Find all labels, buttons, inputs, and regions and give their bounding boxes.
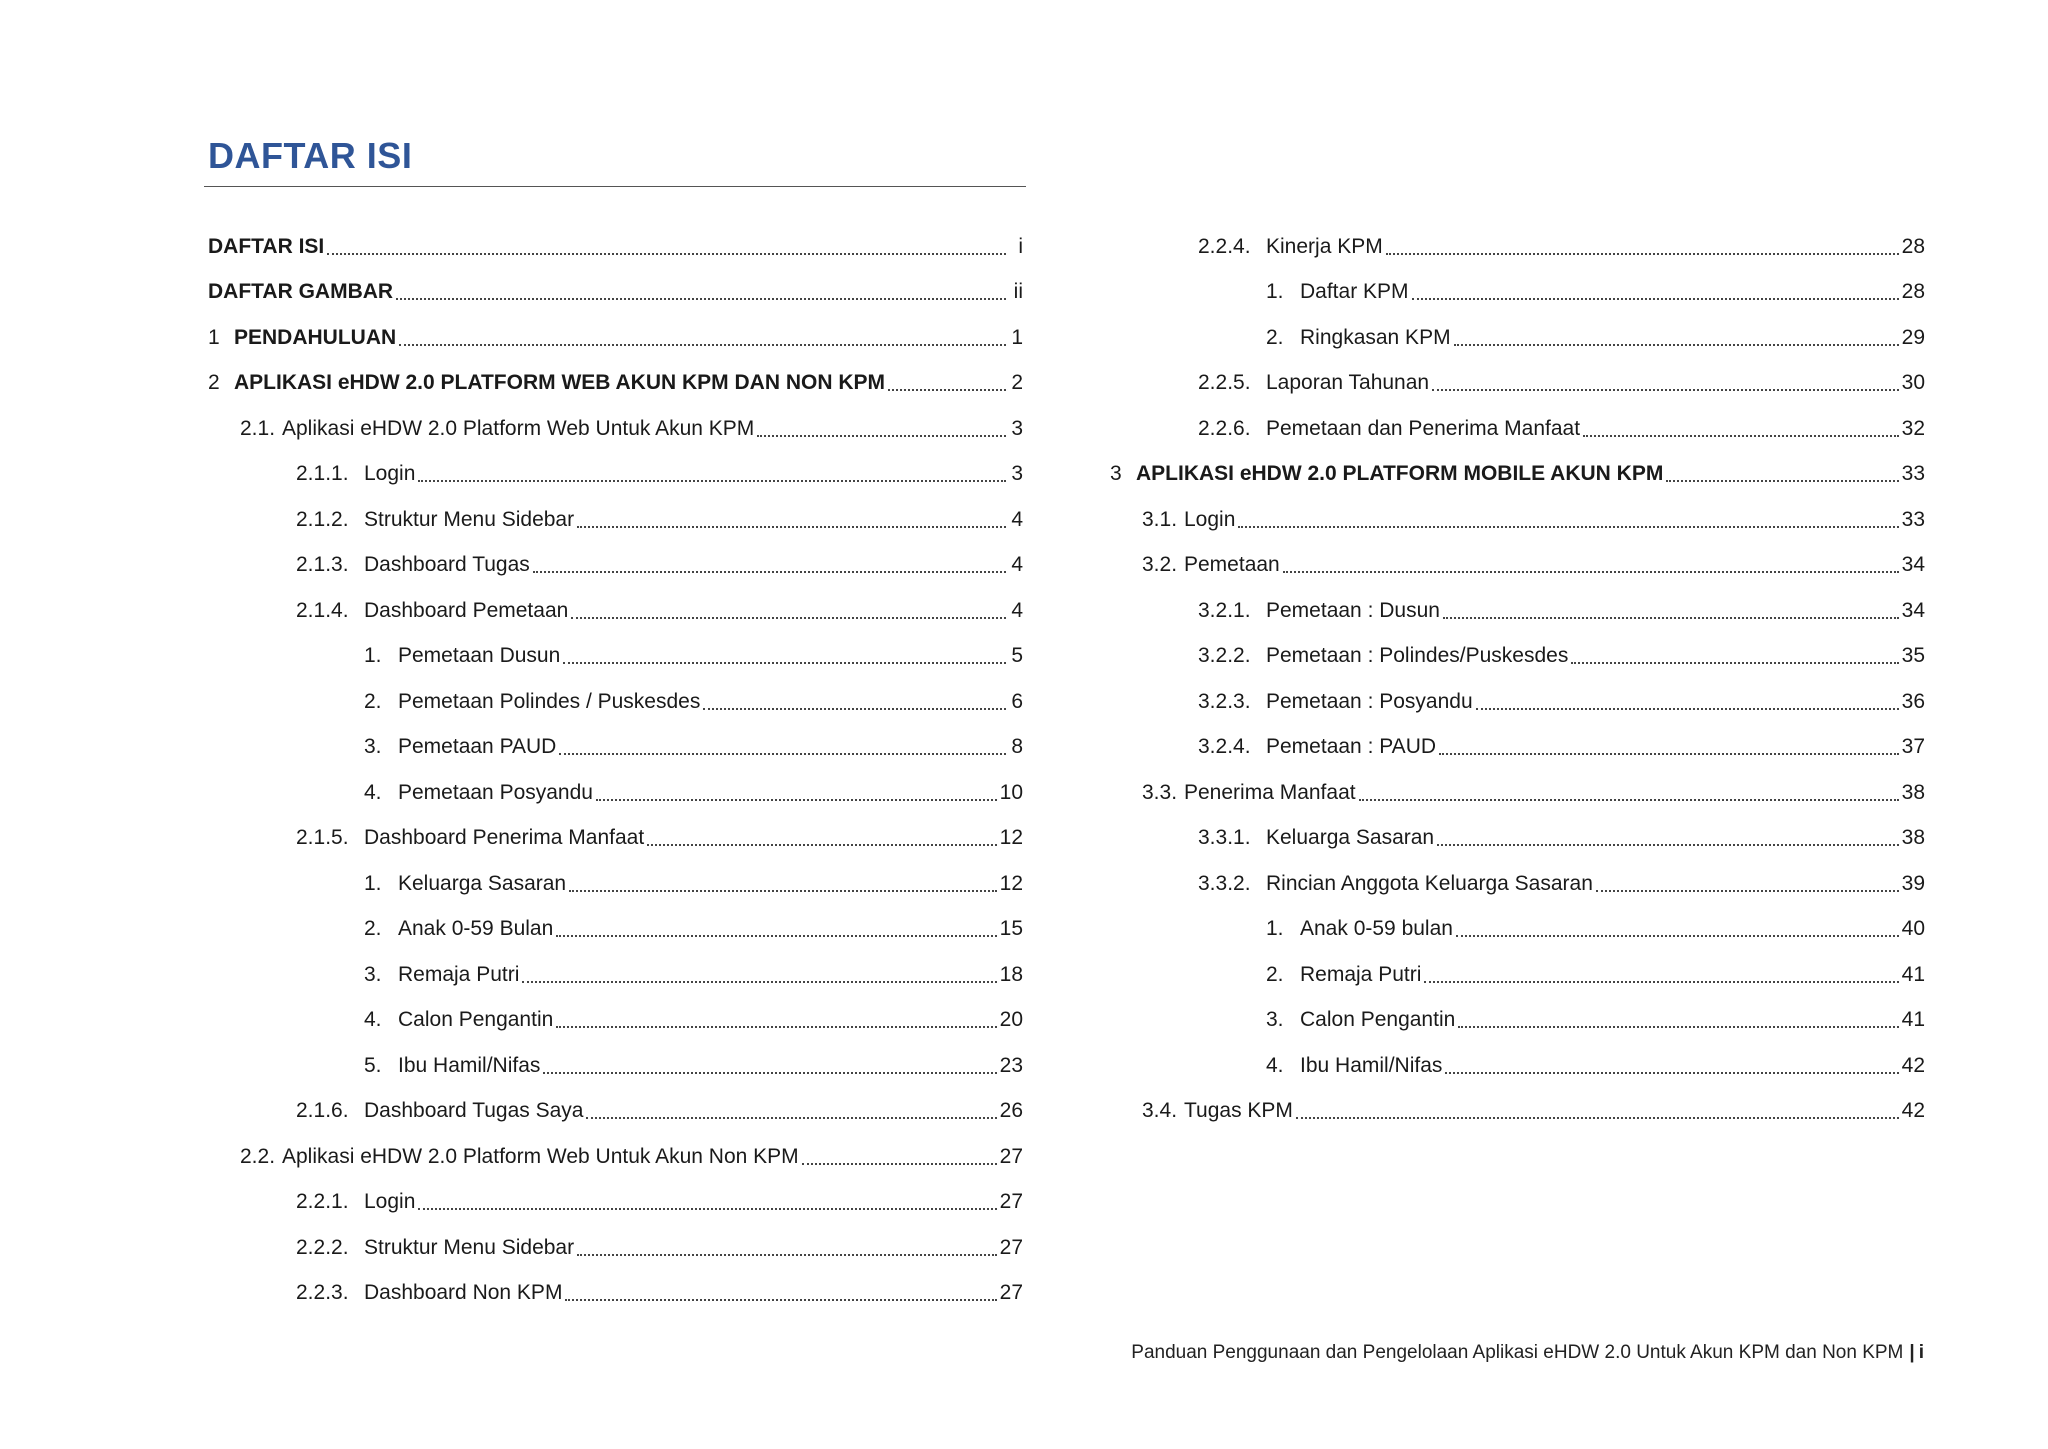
toc-entry-page: 12 <box>999 871 1023 895</box>
toc-entry[interactable] <box>1110 816 1925 862</box>
toc-entry-label: Dashboard Tugas <box>364 553 530 577</box>
toc-entry-number: 2.1.2. <box>296 507 349 531</box>
footer-separator: | <box>1909 1342 1915 1363</box>
toc-entry-page: 32 <box>1901 416 1925 440</box>
toc-dot-leader <box>533 571 1006 573</box>
toc-dot-leader <box>1432 389 1899 391</box>
toc-entry[interactable] <box>208 1043 1023 1089</box>
toc-entry-number: 2. <box>1266 325 1284 349</box>
toc-entry-number: 2.2.1. <box>296 1190 349 1214</box>
toc-dot-leader <box>1412 298 1899 300</box>
toc-entry-number: 3.3.1. <box>1198 826 1251 850</box>
toc-entry-number: 2.1.5. <box>296 826 349 850</box>
toc-entry-page: 12 <box>999 826 1023 850</box>
toc-dot-leader <box>596 799 997 801</box>
toc-dot-leader <box>559 753 1006 755</box>
toc-entry-label: Anak 0-59 bulan <box>1300 917 1453 941</box>
toc-entry[interactable] <box>1110 861 1925 907</box>
toc-entry-page: 27 <box>999 1281 1023 1305</box>
toc-entry-label: APLIKASI eHDW 2.0 PLATFORM WEB AKUN KPM DAN NON KPM <box>234 371 885 395</box>
toc-entry-page: i <box>1018 234 1023 258</box>
toc-entry-label: Ibu Hamil/Nifas <box>398 1053 541 1077</box>
toc-entry-number: 2.1.4. <box>296 598 349 622</box>
toc-dot-leader <box>418 480 1006 482</box>
toc-dot-leader <box>522 981 996 983</box>
toc-entry-label: Aplikasi eHDW 2.0 Platform Web Untuk Akun KPM <box>282 416 755 440</box>
toc-entry-number: 1 <box>208 325 220 349</box>
toc-entry-label: Pemetaan : Polindes/Puskesdes <box>1266 644 1569 668</box>
page-footer <box>1131 1342 1924 1364</box>
toc-dot-leader <box>571 617 1006 619</box>
toc-entry-label: APLIKASI eHDW 2.0 PLATFORM MOBILE AKUN KPM <box>1136 462 1664 486</box>
toc-dot-leader <box>565 1299 996 1301</box>
footer-page-number: i <box>1918 1342 1924 1363</box>
toc-dot-leader <box>1583 435 1899 437</box>
toc-right-column <box>1110 224 1925 1134</box>
toc-entry-page: 1 <box>1011 325 1023 349</box>
toc-entry-page: 33 <box>1901 507 1925 531</box>
toc-dot-leader <box>1283 571 1899 573</box>
toc-entry-number: 3.4. <box>1142 1099 1178 1123</box>
toc-entry-number: 2. <box>364 917 382 941</box>
toc-entry[interactable] <box>1110 588 1925 634</box>
toc-entry-label: Struktur Menu Sidebar <box>364 507 575 531</box>
toc-entry-page: 15 <box>999 917 1023 941</box>
toc-entry-label: Keluarga Sasaran <box>1266 826 1435 850</box>
toc-entry[interactable] <box>208 1089 1023 1135</box>
footer-text: Panduan Penggunaan dan Pengelolaan Aplikasi eHDW 2.0 Untuk Akun KPM dan Non KPM <box>1131 1342 1904 1363</box>
toc-dot-leader <box>1456 935 1899 937</box>
toc-entry-number: 2.2. <box>240 1144 276 1168</box>
toc-entry-label: DAFTAR GAMBAR <box>208 280 394 304</box>
toc-entry[interactable] <box>208 497 1023 543</box>
toc-entry-label: Penerima Manfaat <box>1184 780 1356 804</box>
toc-dot-leader <box>1424 981 1898 983</box>
title-divider <box>204 186 1026 187</box>
toc-dot-leader <box>1439 753 1899 755</box>
toc-dot-leader <box>1359 799 1899 801</box>
toc-entry[interactable] <box>208 679 1023 725</box>
toc-entry-page: 34 <box>1901 553 1925 577</box>
toc-dot-leader <box>1476 708 1899 710</box>
toc-entry-page: 42 <box>1901 1053 1925 1077</box>
toc-dot-leader <box>1596 890 1899 892</box>
toc-entry-label: Anak 0-59 Bulan <box>398 917 554 941</box>
toc-dot-leader <box>1571 662 1898 664</box>
toc-entry-number: 2.1. <box>240 416 276 440</box>
toc-entry-page: 3 <box>1011 416 1023 440</box>
toc-entry-label: Pemetaan : Posyandu <box>1266 689 1473 713</box>
toc-dot-leader <box>647 844 996 846</box>
toc-entry[interactable] <box>208 725 1023 771</box>
toc-entry[interactable] <box>208 270 1023 316</box>
toc-entry-page: 27 <box>999 1235 1023 1259</box>
toc-entry[interactable] <box>208 907 1023 953</box>
toc-entry[interactable] <box>208 406 1023 452</box>
toc-entry-label: Laporan Tahunan <box>1266 371 1430 395</box>
toc-entry-page: 26 <box>999 1099 1023 1123</box>
toc-dot-leader <box>556 935 996 937</box>
toc-dot-leader <box>396 298 1006 300</box>
toc-entry[interactable] <box>208 634 1023 680</box>
toc-entry-number: 1. <box>364 644 382 668</box>
toc-dot-leader <box>563 662 1006 664</box>
toc-entry-page: 4 <box>1011 598 1023 622</box>
toc-entry-number: 2.1.3. <box>296 553 349 577</box>
toc-entry-number: 2. <box>364 689 382 713</box>
toc-entry-number: 3.2.1. <box>1198 598 1251 622</box>
toc-entry-label: Pemetaan Posyandu <box>398 780 593 804</box>
toc-entry-number: 5. <box>364 1053 382 1077</box>
toc-entry-number: 2.1.6. <box>296 1099 349 1123</box>
toc-entry[interactable] <box>1110 452 1925 498</box>
toc-entry-number: 3.3. <box>1142 780 1178 804</box>
toc-entry-page: 38 <box>1901 780 1925 804</box>
toc-entry-page: 4 <box>1011 507 1023 531</box>
toc-entry-number: 2.2.4. <box>1198 234 1251 258</box>
toc-entry-number: 2.2.6. <box>1198 416 1251 440</box>
toc-entry-label: Rincian Anggota Keluarga Sasaran <box>1266 871 1593 895</box>
toc-left-column <box>208 224 1023 1316</box>
toc-entry-label: Pemetaan PAUD <box>398 735 557 759</box>
toc-entry-page: 28 <box>1901 234 1925 258</box>
toc-entry[interactable] <box>208 361 1023 407</box>
toc-entry[interactable] <box>208 998 1023 1044</box>
toc-entry-page: 41 <box>1901 1008 1925 1032</box>
toc-entry-label: Tugas KPM <box>1184 1099 1293 1123</box>
toc-entry-number: 3.1. <box>1142 507 1178 531</box>
toc-entry[interactable] <box>1110 270 1925 316</box>
toc-entry[interactable] <box>208 1180 1023 1226</box>
toc-entry-page: 37 <box>1901 735 1925 759</box>
toc-dot-leader <box>327 253 1006 255</box>
toc-entry[interactable] <box>208 952 1023 998</box>
toc-entry[interactable] <box>1110 952 1925 998</box>
toc-entry-label: Login <box>1184 507 1236 531</box>
toc-entry-page: 4 <box>1011 553 1023 577</box>
toc-dot-leader <box>586 1117 996 1119</box>
toc-entry-number: 3. <box>364 962 382 986</box>
toc-entry-page: 27 <box>999 1144 1023 1168</box>
toc-entry-number: 2.2.5. <box>1198 371 1251 395</box>
toc-dot-leader <box>1437 844 1899 846</box>
toc-entry-page: 40 <box>1901 917 1925 941</box>
toc-entry-page: 18 <box>999 962 1023 986</box>
toc-entry[interactable] <box>208 452 1023 498</box>
toc-dot-leader <box>399 344 1006 346</box>
toc-entry-page: 30 <box>1901 371 1925 395</box>
toc-entry-number: 2.2.3. <box>296 1281 349 1305</box>
toc-entry[interactable] <box>1110 543 1925 589</box>
toc-entry[interactable] <box>1110 315 1925 361</box>
toc-entry[interactable] <box>208 861 1023 907</box>
toc-entry[interactable] <box>1110 770 1925 816</box>
toc-entry-label: Dashboard Tugas Saya <box>364 1099 584 1123</box>
toc-entry[interactable] <box>208 315 1023 361</box>
toc-entry-number: 1. <box>364 871 382 895</box>
toc-entry-label: Daftar KPM <box>1300 280 1409 304</box>
toc-entry-page: 41 <box>1901 962 1925 986</box>
toc-entry-number: 1. <box>1266 917 1284 941</box>
toc-entry-number: 3.2. <box>1142 553 1178 577</box>
toc-entry-number: 3. <box>364 735 382 759</box>
toc-entry-page: 5 <box>1011 644 1023 668</box>
toc-entry-page: 38 <box>1901 826 1925 850</box>
toc-entry-number: 3 <box>1110 462 1122 486</box>
toc-entry-page: 20 <box>999 1008 1023 1032</box>
toc-entry-number: 3.2.2. <box>1198 644 1251 668</box>
toc-entry-label: Login <box>364 462 416 486</box>
toc-entry-page: 2 <box>1011 371 1023 395</box>
toc-dot-leader <box>802 1163 997 1165</box>
toc-entry-number: 2.2.2. <box>296 1235 349 1259</box>
toc-entry-number: 4. <box>1266 1053 1284 1077</box>
toc-dot-leader <box>577 1254 997 1256</box>
toc-entry[interactable] <box>1110 406 1925 452</box>
toc-entry-page: 23 <box>999 1053 1023 1077</box>
toc-entry[interactable] <box>1110 725 1925 771</box>
toc-entry-label: Dashboard Non KPM <box>364 1281 563 1305</box>
toc-entry-page: 28 <box>1901 280 1925 304</box>
toc-entry-page: 3 <box>1011 462 1023 486</box>
toc-entry-page: 10 <box>999 780 1023 804</box>
toc-entry-number: 3. <box>1266 1008 1284 1032</box>
toc-dot-leader <box>1458 1026 1898 1028</box>
toc-entry-label: Pemetaan <box>1184 553 1280 577</box>
toc-entry-number: 1. <box>1266 280 1284 304</box>
toc-entry-label: Aplikasi eHDW 2.0 Platform Web Untuk Akun Non KPM <box>282 1144 799 1168</box>
toc-entry-label: Pemetaan Polindes / Puskesdes <box>398 689 701 713</box>
toc-entry-page: 29 <box>1901 325 1925 349</box>
toc-entry-label: Remaja Putri <box>1300 962 1422 986</box>
toc-entry-label: Pemetaan : PAUD <box>1266 735 1437 759</box>
toc-dot-leader <box>703 708 1006 710</box>
toc-entry-page: 35 <box>1901 644 1925 668</box>
toc-entry-label: PENDAHULUAN <box>234 325 397 349</box>
toc-entry[interactable] <box>208 543 1023 589</box>
toc-dot-leader <box>543 1072 996 1074</box>
toc-dot-leader <box>556 1026 996 1028</box>
toc-entry-page: 8 <box>1011 735 1023 759</box>
toc-entry-number: 2. <box>1266 962 1284 986</box>
toc-entry[interactable] <box>1110 361 1925 407</box>
toc-entry[interactable] <box>208 770 1023 816</box>
toc-entry-number: 4. <box>364 780 382 804</box>
toc-entry[interactable] <box>208 1134 1023 1180</box>
toc-entry-page: 39 <box>1901 871 1925 895</box>
toc-dot-leader <box>757 435 1006 437</box>
toc-entry-number: 3.2.3. <box>1198 689 1251 713</box>
toc-dot-leader <box>577 526 1006 528</box>
toc-entry-page: 33 <box>1901 462 1925 486</box>
toc-entry[interactable] <box>208 588 1023 634</box>
toc-entry-number: 3.2.4. <box>1198 735 1251 759</box>
toc-entry-page: 36 <box>1901 689 1925 713</box>
toc-entry-label: Keluarga Sasaran <box>398 871 567 895</box>
toc-dot-leader <box>1386 253 1899 255</box>
toc-entry-label: Calon Pengantin <box>398 1008 554 1032</box>
toc-entry-label: Dashboard Penerima Manfaat <box>364 826 645 850</box>
toc-entry-number: 2.1.1. <box>296 462 349 486</box>
toc-entry[interactable] <box>1110 1089 1925 1135</box>
page-title: DAFTAR ISI <box>208 135 413 176</box>
toc-entry-label: Pemetaan : Dusun <box>1266 598 1440 622</box>
toc-entry-label: Dashboard Pemetaan <box>364 598 569 622</box>
toc-dot-leader <box>418 1208 996 1210</box>
toc-dot-leader <box>1445 1072 1898 1074</box>
toc-entry-label: DAFTAR ISI <box>208 234 325 258</box>
toc-entry-number: 2 <box>208 371 220 395</box>
toc-entry[interactable] <box>1110 497 1925 543</box>
toc-entry-number: 4. <box>364 1008 382 1032</box>
toc-dot-leader <box>1238 526 1898 528</box>
toc-entry[interactable] <box>1110 907 1925 953</box>
toc-entry-label: Ibu Hamil/Nifas <box>1300 1053 1443 1077</box>
toc-entry-page: 34 <box>1901 598 1925 622</box>
toc-entry-label: Remaja Putri <box>398 962 520 986</box>
toc-entry[interactable] <box>1110 679 1925 725</box>
toc-entry-page: 42 <box>1901 1099 1925 1123</box>
toc-entry[interactable] <box>208 1225 1023 1271</box>
toc-entry[interactable] <box>208 224 1023 270</box>
toc-entry-number: 3.3.2. <box>1198 871 1251 895</box>
toc-entry[interactable] <box>208 816 1023 862</box>
toc-entry-label: Pemetaan Dusun <box>398 644 561 668</box>
toc-dot-leader <box>569 890 997 892</box>
toc-entry[interactable] <box>1110 634 1925 680</box>
toc-entry-label: Calon Pengantin <box>1300 1008 1456 1032</box>
toc-entry-page: 6 <box>1011 689 1023 713</box>
toc-dot-leader <box>888 389 1006 391</box>
toc-entry-label: Kinerja KPM <box>1266 234 1383 258</box>
toc-dot-leader <box>1296 1117 1899 1119</box>
toc-entry-label: Struktur Menu Sidebar <box>364 1235 575 1259</box>
toc-dot-leader <box>1666 480 1898 482</box>
toc-entry-page: ii <box>1013 280 1023 304</box>
toc-entry-page: 27 <box>999 1190 1023 1214</box>
toc-entry[interactable] <box>1110 1043 1925 1089</box>
toc-entry-label: Pemetaan dan Penerima Manfaat <box>1266 416 1581 440</box>
toc-entry-label: Login <box>364 1190 416 1214</box>
toc-entry[interactable] <box>1110 224 1925 270</box>
toc-dot-leader <box>1443 617 1899 619</box>
toc-entry[interactable] <box>208 1271 1023 1317</box>
toc-entry-label: Ringkasan KPM <box>1300 325 1451 349</box>
toc-dot-leader <box>1454 344 1899 346</box>
toc-entry[interactable] <box>1110 998 1925 1044</box>
